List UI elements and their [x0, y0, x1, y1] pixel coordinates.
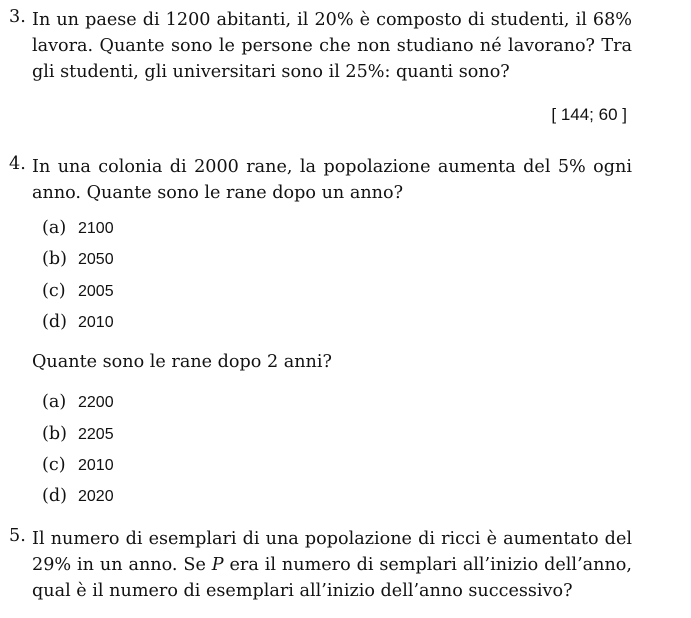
option-b: [42, 249, 114, 269]
option-d: [42, 312, 114, 332]
option-b: [42, 424, 114, 444]
option-a: [42, 218, 114, 238]
problem-text: In una colonia di 2000 rane, la popolazione aumenta del 5% ogni anno. Quante sono le rane dopo un anno?: [32, 157, 632, 203]
answer-box: [ 144; 60 ]: [551, 105, 627, 124]
option-value: 2010: [78, 457, 114, 474]
option-c: [42, 455, 114, 475]
option-value: 2100: [78, 220, 114, 237]
subquestion: Quante sono le rane dopo 2 anni?: [32, 352, 332, 372]
option-value: 2050: [78, 251, 114, 268]
option-label: (a): [42, 392, 67, 412]
option-value: 2200: [78, 394, 114, 411]
option-label: (b): [42, 249, 67, 269]
option-value: 2010: [78, 314, 114, 331]
problem-text: In un paese di 1200 abitanti, il 20% è composto di studenti, il 68% lavora. Quante sono le persone che non studiano né lavorano? Tra gli studenti, gli universitari sono il 25%: quanti sono?: [32, 10, 632, 82]
option-label: (b): [42, 424, 67, 444]
option-d: [42, 486, 114, 506]
option-label: (d): [42, 312, 67, 332]
option-label: (d): [42, 486, 67, 506]
problem-number: 5.: [9, 526, 26, 546]
problem-text: Il numero di esemplari di una popolazione di ricci è aumentato del 29% in un anno. Se P era il numero di semplari all’inizio dell’anno, qual è il numero di esemplari all’inizio dell’anno successivo?: [32, 529, 632, 601]
option-label: (c): [42, 455, 66, 475]
option-value: 2020: [78, 488, 114, 505]
option-a: [42, 392, 114, 412]
problem-number: 3.: [9, 7, 26, 27]
option-label: (a): [42, 218, 67, 238]
problem-number: 4.: [9, 154, 26, 174]
option-label: (c): [42, 281, 66, 301]
variable-p: P: [211, 555, 224, 575]
option-c: [42, 281, 114, 301]
option-value: 2005: [78, 283, 114, 300]
option-value: 2205: [78, 426, 114, 443]
